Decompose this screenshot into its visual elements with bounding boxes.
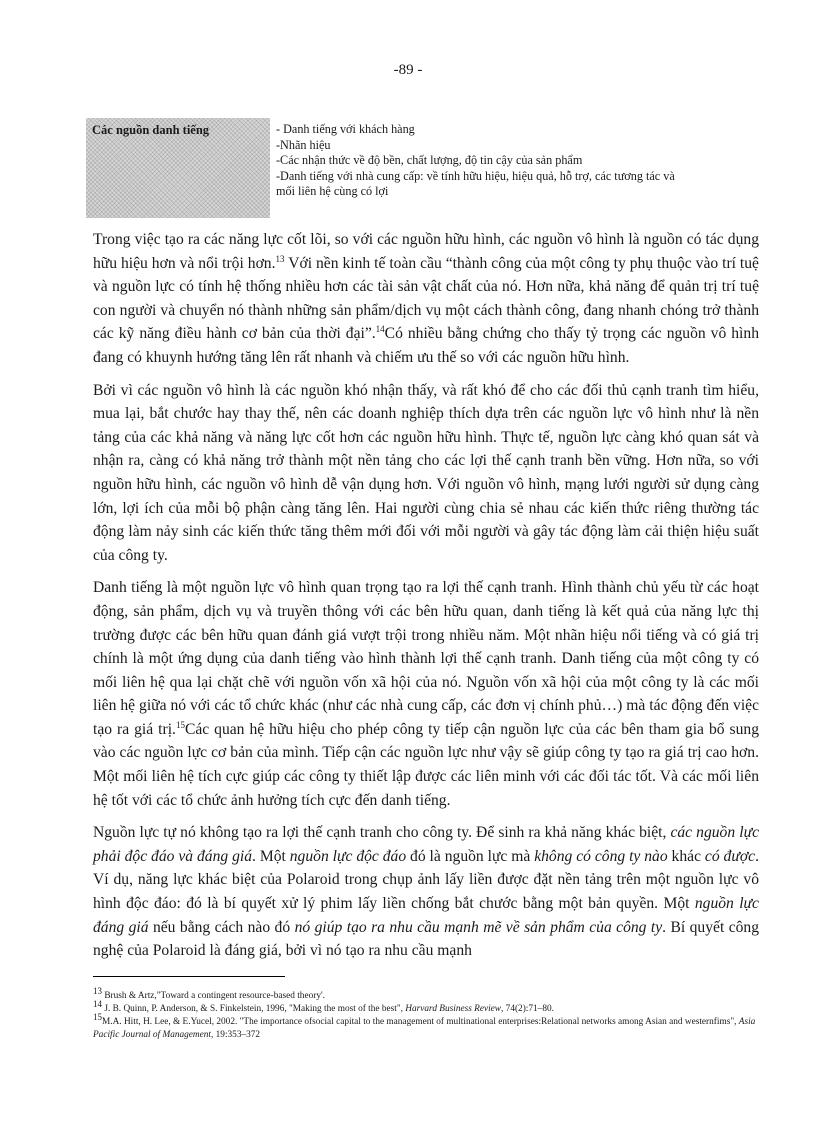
footnote-14 bbox=[93, 998, 765, 1016]
italic-run: không có công ty nào bbox=[534, 847, 668, 865]
footnote-13 bbox=[93, 985, 765, 1003]
italic-run: nó giúp tạo ra nhu cầu mạnh mẽ về sản phẩm của công ty bbox=[294, 918, 663, 936]
paragraph-1 bbox=[93, 228, 759, 370]
italic-run: các nguồn lực phải độc đáo và đáng giá bbox=[93, 824, 759, 865]
footnote-15 bbox=[93, 1011, 765, 1042]
footnote-text: , 74(2):71–80. bbox=[501, 1004, 554, 1014]
text-run: Có nhiều bằng chứng cho thấy tỷ trọng các nguồn vô hình đang có khuynh hướng tăng lên rất nhanh và chiếm ưu thế so với các nguồn hữu hình. bbox=[93, 325, 759, 366]
italic-run: có được bbox=[704, 847, 756, 865]
table-item: - Danh tiếng với khách hàng bbox=[276, 122, 415, 136]
footnote-text: , 19:353–372 bbox=[211, 1030, 261, 1040]
text-run: đó là nguồn lực mà bbox=[406, 847, 535, 865]
text-run: . Ví dụ, năng lực khác biệt của Polaroid trong chụp ảnh lấy liền được đặt nền tảng trên một nguồn lực vô hình độc đáo: đó là bí quyết xử lý phim lấy liền chống bắt chước bằng một bản quyền. Một bbox=[93, 847, 759, 913]
table-heading: Các nguồn danh tiếng bbox=[92, 123, 210, 137]
text-run: nếu bằng cách nào đó bbox=[148, 918, 295, 936]
text-run: Danh tiếng là một nguồn lực vô hình quan trọng tạo ra lợi thế cạnh tranh. Hình thành chủ yếu từ các hoạt động, sản phẩm, dịch vụ và truyền thông với các bên hữu quan, danh tiếng là kết quả của năng lực thị trường được các bên hữu quan đánh giá vượt trội trong nhiều năm. Một nhãn hiệu nổi tiếng và có giá trị chính là một ứng dụng của danh tiếng vào hình thành lợi thế cạnh tranh. Danh tiếng của một công ty có mối liên hệ qua lại chặt chẽ với nguồn vốn xã hội của nó. Nguồn vốn xã hội của một công ty là các mối liên hệ giữa nó với các tổ chức khác (như các nhà cung cấp, các đơn vị chính phủ…) mà tác động đến việc tạo ra giá trị. bbox=[93, 579, 759, 738]
footnote-number: 14 bbox=[93, 998, 102, 1009]
footnote-ref-13[interactable]: 13 bbox=[275, 253, 285, 264]
text-run: Nguồn lực tự nó không tạo ra lợi thế cạnh tranh cho công ty. Để sinh ra khả năng khác biệt, bbox=[93, 824, 671, 842]
footnote-number: 15 bbox=[93, 1011, 102, 1022]
text-run: Các quan hệ hữu hiệu cho phép công ty tiếp cận nguồn lực của các bên tham gia bổ sung vào các nguồn lực cơ bản của mình. Tiếp cận các nguồn lực như vậy sẽ giúp công ty tạo ra giá trị cao hơn. Một mối liên hệ tích cực giúp các công ty thiết lập được các liên minh với các đối tác tốt. Và các mối liên hệ tốt với các tổ chức ảnh hưởng tích cực đến danh tiếng. bbox=[93, 720, 760, 809]
paragraph-2: Bởi vì các nguồn vô hình là các nguồn khó nhận thấy, và rất khó để cho các đối thủ cạnh tranh tìm hiểu, mua lại, bắt chước hay thay thế, nên các doanh nghiệp thích dựa trên các nguồn lực vô hình như là nền tảng của các khả năng và năng lực cốt hơn các nguồn hữu hình. Thực tế, nguồn lực càng khó quan sát và nhận ra, càng có khả năng trở thành một nền tảng cho các lợi thế cạnh tranh bền vững. Hơn nữa, so với nguồn hữu hình, các nguồn vô hình dễ vận dụng hơn. Với nguồn vô hình, mạng lưới người sử dụng càng lớn, lợi ích của mỗi bộ phận càng tăng lên. Hai người cùng chia sẻ nhau các kiến thức riêng thường tác động làm nảy sinh các kiến thức tăng thêm mới đối với mỗi người và gây tác động làm cải thiện hiệu suất của công ty. bbox=[93, 381, 759, 564]
footnote-divider bbox=[93, 976, 285, 977]
table-item: mối liên hệ cùng có lợi bbox=[276, 184, 389, 198]
reputation-sources-table bbox=[86, 118, 758, 218]
footnote-number: 13 bbox=[93, 985, 102, 996]
text-run: Trong việc tạo ra các năng lực cốt lõi, so với các nguồn hữu hình, các nguồn vô hình là nguồn có tác dụng hữu hiệu hơn và nổi trội hơn. bbox=[93, 231, 759, 272]
text-run: khác bbox=[667, 847, 705, 865]
italic-run: nguồn lực độc đáo bbox=[289, 847, 407, 865]
text-run: Với nền kinh tế toàn cầu “thành công của một công ty phụ thuộc vào trí tuệ và nguồn lực có tính hệ thống nhiều hơn các tài sản vật chất của nó. Hơn nữa, khả năng để quản trị trí tuệ con người và chuyển nó thành những sản phẩm/dịch vụ một cách thành công, đang nhanh chóng trở thành các kỹ năng điều hành cơ bản của thời đại”. bbox=[93, 254, 759, 343]
text-run: . Bí quyết công nghệ của Polaroid là đáng giá, bởi vì nó tạo ra nhu cầu mạnh bbox=[93, 918, 760, 960]
page-number: -89 - bbox=[393, 62, 423, 78]
table-item: -Các nhận thức về độ bền, chất lượng, độ tin cậy của sản phẩm bbox=[276, 153, 583, 167]
table-heading-cell bbox=[86, 118, 270, 218]
journal-title: Asia Pacific Journal of Management bbox=[93, 1017, 756, 1040]
footnote-ref-14[interactable]: 14 bbox=[375, 324, 385, 335]
footnote-text: Brush & Artz,"Toward a contingent resource-based theory'. bbox=[102, 991, 325, 1001]
footnote-ref-15[interactable]: 15 bbox=[175, 719, 185, 730]
paragraph-3 bbox=[93, 576, 759, 812]
footnotes bbox=[93, 985, 765, 1042]
body-text bbox=[93, 228, 759, 972]
table-item: -Nhãn hiệu bbox=[276, 137, 331, 152]
paragraph-4 bbox=[93, 821, 759, 963]
table-items-cell bbox=[270, 118, 758, 218]
text-run: . Một bbox=[252, 847, 290, 865]
italic-run: nguồn lực đáng giá bbox=[93, 895, 759, 936]
journal-title: Harvard Business Review bbox=[405, 1004, 502, 1014]
footnote-text: M.A. Hitt, H. Lee, & E.Yucel, 2002. "The importance ofsocial capital to the management of multinational enterprises:Relational networks among Asian and westernfims", bbox=[102, 1017, 739, 1027]
footnote-text: J. B. Quinn, P. Anderson, & S. Finkelstein, 1996, "Making the most of the best", bbox=[102, 1004, 406, 1014]
table-item: -Danh tiếng với nhà cung cấp: về tính hữu hiệu, hiệu quả, hỗ trợ, các tương tác và bbox=[276, 168, 675, 183]
